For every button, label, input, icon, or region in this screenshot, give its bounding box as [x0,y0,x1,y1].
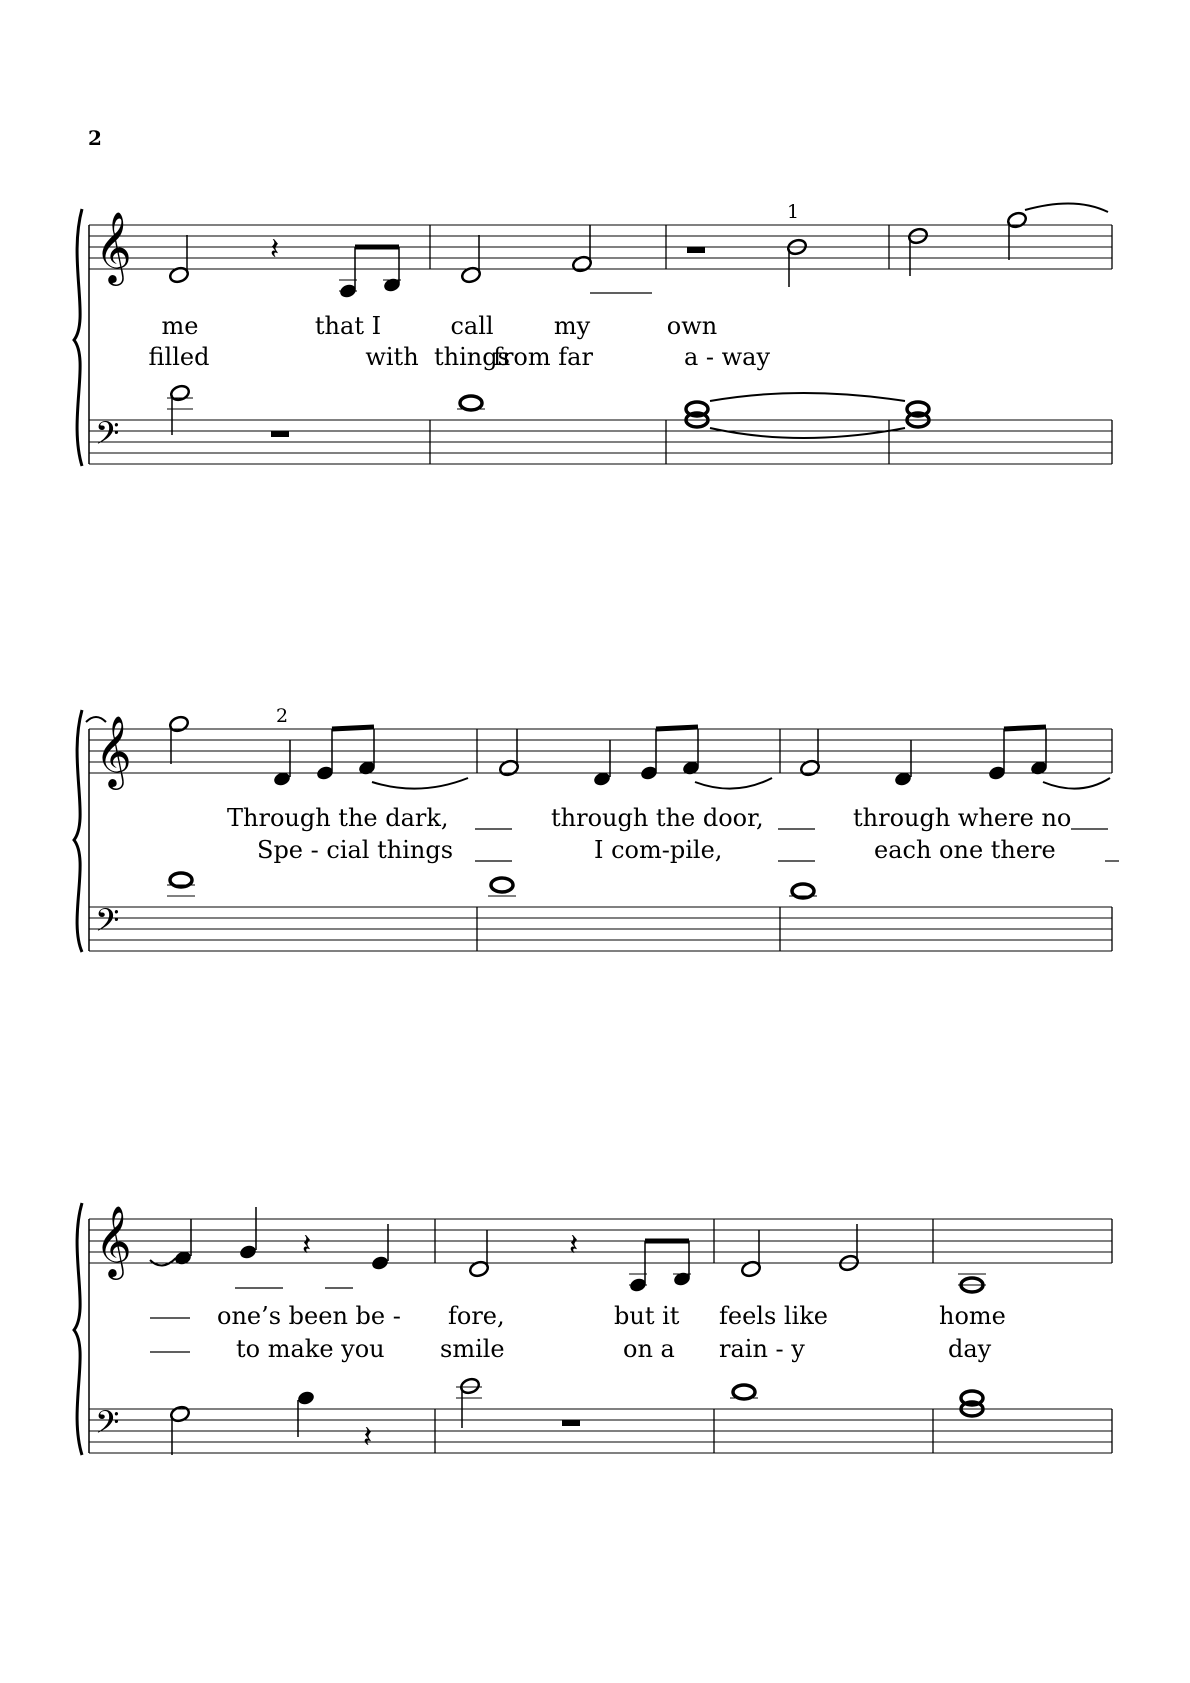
lyric-syllable: feels like [719,1302,829,1330]
quarter-rest-icon: 𝄽 [302,1228,312,1263]
note [238,1207,257,1260]
whole-note [958,1274,986,1292]
lyrics-verse-2 [149,343,771,371]
grand-staff-brace [74,209,82,466]
lyric-syllable: one’s been be - [217,1302,401,1330]
lyric-syllable: but it [614,1302,680,1330]
grand-staff-brace [74,1203,82,1455]
grand-staff-brace [74,710,82,952]
note [168,715,189,764]
note [468,1230,489,1278]
note [799,729,820,777]
tie [150,1258,176,1266]
note [786,238,807,287]
treble-staff [89,729,1112,773]
tie [372,778,468,789]
note [173,1219,192,1266]
lyric-syllable: home [939,1302,1006,1330]
treble-notes [86,715,1110,789]
tie [710,428,905,438]
half-rest-icon [271,431,289,437]
note [167,384,193,435]
lyric-syllable: that I [314,312,382,340]
chord [961,1391,983,1416]
bass-clef-icon: 𝄢 [95,902,120,946]
lyrics-verse-1 [162,312,718,340]
lyric-syllable: fore, [448,1302,505,1330]
note [1006,211,1027,260]
quarter-rest-icon: 𝄽 [363,1420,373,1455]
system-1 [74,201,1112,466]
half-rest-icon [687,247,705,253]
system-2 [74,705,1119,952]
lyric-syllable: a - way [683,343,771,371]
tie [1043,778,1110,789]
treble-notes [168,203,1108,299]
note [168,235,189,284]
note [272,740,291,787]
whole-note [167,873,195,896]
whole-note [789,884,817,898]
lyric-syllable: call [450,312,494,340]
lyric-syllable: my [553,312,591,340]
bass-clef-icon: 𝄢 [95,415,120,459]
lyric-syllable: filled [148,343,210,371]
fingering: 1 [786,201,800,223]
fingering: 2 [275,705,289,727]
lyric-syllable: day [948,1335,992,1363]
bass-staff [89,907,1112,951]
note [893,740,912,787]
lyrics-verse-1 [227,804,1071,832]
lyric-syllable: through where no [853,804,1072,832]
note [838,1224,859,1272]
note [498,729,519,777]
lyric-syllable: me [161,312,199,340]
lyric-syllable: I com-pile, [594,836,723,864]
treble-staff [89,225,1112,269]
whole-note [488,878,516,896]
lyric-syllable: from far [493,343,593,371]
lyric-syllable: with [365,343,419,371]
quarter-rest-icon: 𝄽 [270,232,280,267]
bass-staff [89,1409,1112,1453]
note [370,1224,389,1271]
lyric-syllable: own [666,312,718,340]
treble-clef-icon: 𝄞 [95,210,132,283]
bass-staff [89,420,1112,464]
lyric-syllable: Spe - cial things [257,836,454,864]
lyric-syllable: through the door, [551,804,764,832]
half-rest-icon [562,1420,580,1426]
bass-notes [167,873,817,898]
page-number: 2 [88,126,102,150]
note [296,1390,315,1437]
treble-clef-icon: 𝄞 [95,1204,132,1277]
lyrics-verse-1 [217,1302,1006,1330]
tie [695,778,772,789]
chord [907,402,929,427]
system-3 [74,1203,1112,1455]
note [592,740,611,787]
eighth-notes [628,1241,691,1293]
whole-note [730,1385,758,1399]
lyric-syllable: Through the dark, [227,804,449,832]
lyric-syllable: rain - y [719,1335,805,1363]
note [169,1405,190,1455]
whole-note [457,396,485,410]
bass-clef-icon: 𝄢 [95,1404,120,1448]
lyric-syllable: to make you [236,1335,385,1363]
lyrics-verse-2 [257,836,1056,864]
note [460,235,481,284]
treble-clef-icon: 𝄞 [95,714,132,787]
note [740,1230,761,1278]
treble-notes [150,1207,986,1293]
tie [710,393,905,401]
bass-notes [167,384,929,438]
lyrics-verse-2 [236,1335,992,1363]
eighth-notes [338,247,401,299]
tie [1025,203,1108,212]
lyric-syllable: things [434,343,510,371]
chord [686,402,708,427]
quarter-rest-icon: 𝄽 [569,1228,579,1263]
lyric-syllable: on a [623,1335,675,1363]
note [571,225,592,273]
bass-notes [169,1377,983,1455]
lyric-syllable: smile [440,1335,505,1363]
lyric-syllable: each one there [874,836,1056,864]
